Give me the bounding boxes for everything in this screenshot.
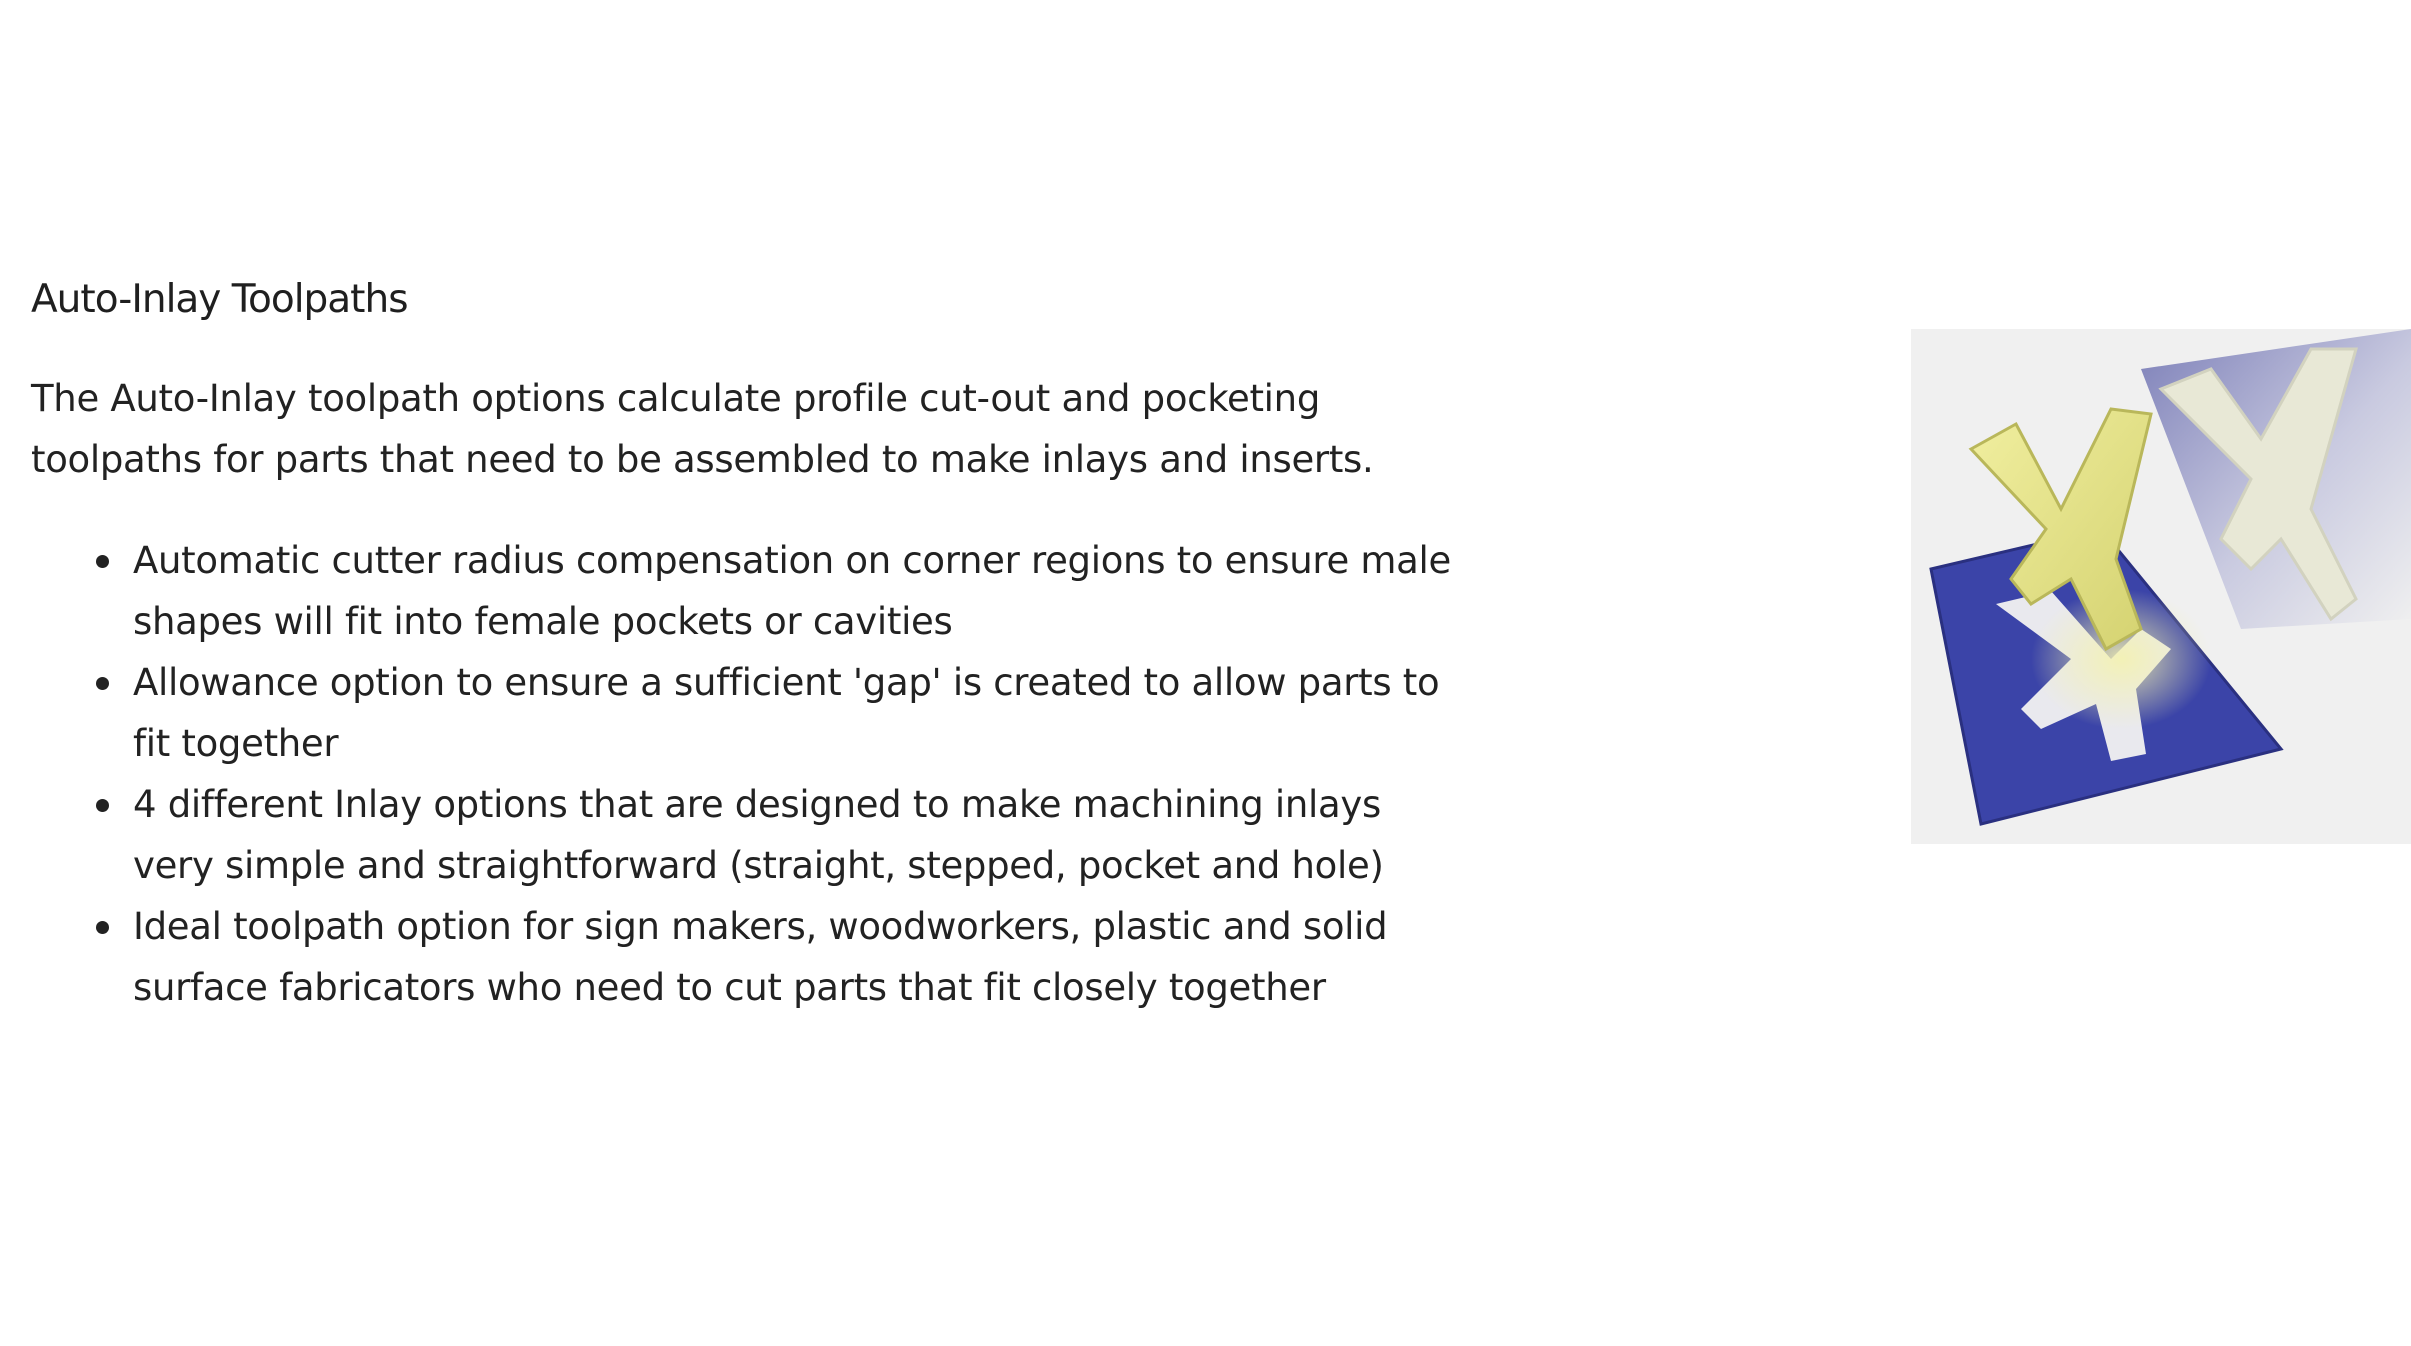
feature-item [133, 896, 1451, 1018]
inlay-illustration [1911, 329, 2411, 844]
feature-list [31, 530, 1451, 1018]
bullet-icon [96, 555, 109, 568]
bullet-icon [96, 799, 109, 812]
bullet-icon [96, 677, 109, 690]
feature-item [133, 652, 1451, 774]
feature-text: 4 different Inlay options that are designed to make machining inlays very simple and straightforward (straight, stepped, pocket and hole) [133, 783, 1384, 887]
bullet-icon [96, 921, 109, 934]
feature-item [133, 530, 1451, 652]
feature-text: Allowance option to ensure a sufficient 'gap' is created to allow parts to fit together [133, 661, 1440, 765]
inlay-section [31, 270, 1451, 1018]
feature-item [133, 774, 1451, 896]
inlay-y-shapes-icon [1911, 329, 2411, 844]
section-heading: Auto-Inlay Toolpaths [31, 277, 408, 322]
feature-text: Ideal toolpath option for sign makers, woodworkers, plastic and solid surface fabricators who need to cut parts that fit closely together [133, 905, 1388, 1009]
feature-text: Automatic cutter radius compensation on corner regions to ensure male shapes will fit into female pockets or cavities [133, 539, 1451, 643]
intro-paragraph: The Auto-Inlay toolpath options calculate profile cut-out and pocketing toolpaths for parts that need to be assembled to make inlays and inserts. [31, 377, 1374, 481]
